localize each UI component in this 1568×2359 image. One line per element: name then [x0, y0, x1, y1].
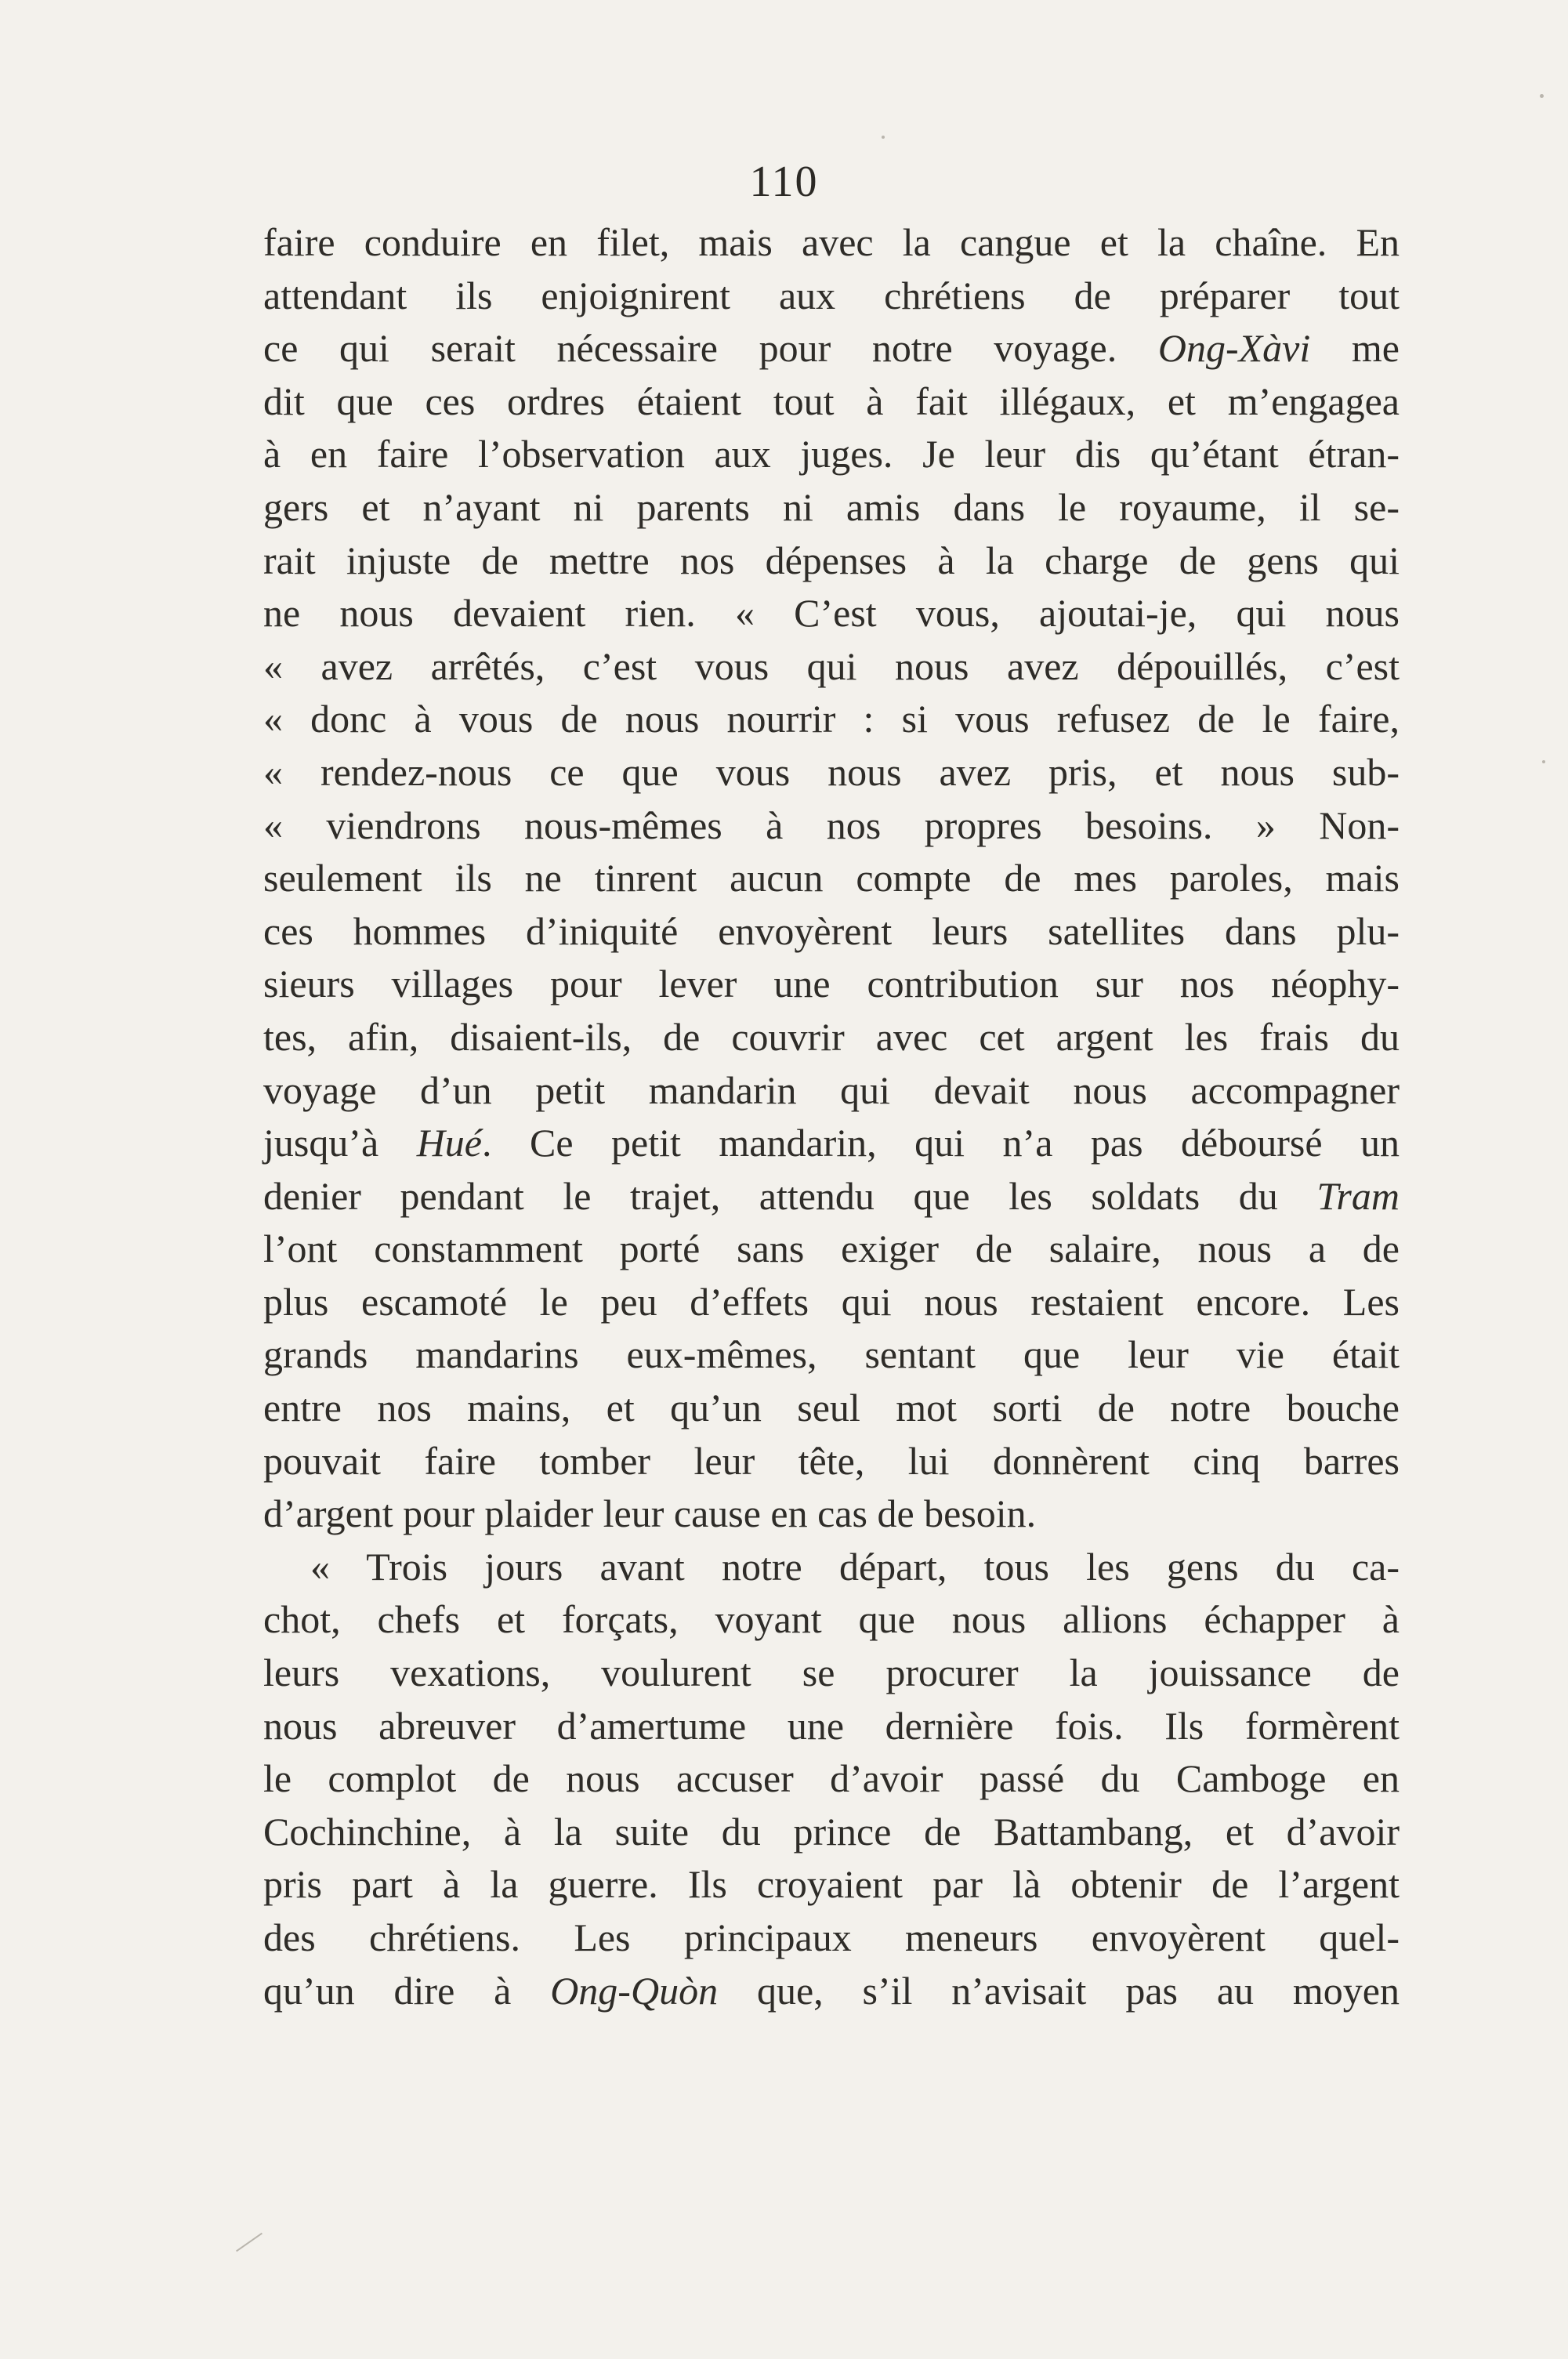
text-line [263, 1064, 1400, 1118]
text-line [263, 1858, 1400, 1911]
text-line [263, 746, 1400, 799]
text-line [263, 1117, 1400, 1170]
text-run: voyage d’un petit mandarin qui devait nous accompagner [263, 1067, 1400, 1112]
text-line [263, 587, 1400, 640]
text-run: seulement ils ne tinrent aucun compte de mes paroles, mais [263, 856, 1400, 900]
body-text [263, 216, 1400, 2017]
text-run: plus escamoté le peu d’effets qui nous restaient encore. Les [263, 1279, 1400, 1324]
page-number: 110 [749, 158, 819, 206]
paper-speck [1542, 760, 1545, 763]
text-line [263, 693, 1400, 746]
text-line [263, 1647, 1400, 1700]
text-line [263, 481, 1400, 534]
text-line [263, 375, 1400, 429]
text-run: « avez arrêtés, c’est vous qui nous avez dépouillés, c’est [263, 643, 1400, 688]
text-run: rait injuste de mettre nos dépenses à la charge de gens qui [263, 538, 1400, 582]
text-line [263, 1911, 1400, 1965]
text-run: ces hommes d’iniquité envoyèrent leurs satellites dans plu- [263, 908, 1400, 953]
text-run: « rendez-nous ce que vous nous avez pris, et nous sub- [263, 749, 1400, 794]
text-line [263, 1965, 1400, 2018]
text-run: leurs vexations, voulurent se procurer la jouissance de [263, 1651, 1400, 1695]
text-run: nous abreuver d’amertume une dernière fois. Ils formèrent [263, 1703, 1400, 1748]
text-line [263, 1488, 1400, 1541]
text-run: . Ce petit mandarin, qui n’a pas déboursé un [482, 1121, 1400, 1165]
text-line [263, 1593, 1400, 1647]
text-run: « Trois jours avant notre départ, tous les gens du ca- [310, 1544, 1400, 1589]
text-line [263, 1700, 1400, 1753]
text-line [263, 428, 1400, 481]
text-line [263, 958, 1400, 1011]
text-run: me [1310, 326, 1400, 371]
text-line [263, 534, 1400, 588]
text-run: pris part à la guerre. Ils croyaient par là obtenir de l’argent [263, 1862, 1400, 1907]
text-line [263, 640, 1400, 694]
text-line [263, 905, 1400, 958]
text-line [263, 799, 1400, 853]
text-run: tes, afin, disaient-ils, de couvrir avec cet argent les frais du [263, 1014, 1400, 1059]
text-run: ce qui serait nécessaire pour notre voyage. [263, 326, 1158, 371]
paper-speck [236, 2233, 263, 2252]
text-run: pouvait faire tomber leur tête, lui donnèrent cinq barres [263, 1438, 1400, 1483]
text-line [263, 1011, 1400, 1064]
text-run: qu’un dire à [263, 1968, 551, 2013]
text-run: « donc à vous de nous nourrir : si vous refusez de le faire, [263, 697, 1400, 741]
text-run: sieurs villages pour lever une contribution sur nos néophy- [263, 962, 1400, 1006]
text-run: gers et n’ayant ni parents ni amis dans le royaume, il se- [263, 484, 1400, 529]
text-run: entre nos mains, et qu’un seul mot sorti de notre bouche [263, 1386, 1400, 1430]
text-run: faire conduire en filet, mais avec la cangue et la chaîne. En [263, 220, 1400, 264]
text-line [263, 270, 1400, 323]
text-run: que, s’il n’avisait pas au moyen [718, 1968, 1400, 2013]
text-run: Cochinchine, à la suite du prince de Battambang, et d’avoir [263, 1809, 1400, 1854]
text-line [263, 1223, 1400, 1276]
text-line [263, 1752, 1400, 1806]
text-run: jusqu’à [263, 1121, 417, 1165]
text-run: l’ont constamment porté sans exiger de salaire, nous a de [263, 1227, 1400, 1271]
paper-speck [882, 136, 885, 139]
text-run: denier pendant le trajet, attendu que les soldats du [263, 1173, 1317, 1218]
text-run: d’argent pour plaider leur cause en cas de besoin. [263, 1491, 1037, 1536]
text-run: le complot de nous accuser d’avoir passé du Camboge en [263, 1756, 1400, 1801]
text-run: Hué [416, 1121, 482, 1165]
text-run: grands mandarins eux-mêmes, sentant que leur vie était [263, 1332, 1400, 1377]
text-line [263, 322, 1400, 375]
text-line [263, 1276, 1400, 1329]
text-run: dit que ces ordres étaient tout à fait illégaux, et m’engagea [263, 379, 1400, 423]
text-run: « viendrons nous-mêmes à nos propres besoins. » Non- [263, 803, 1400, 847]
text-line [263, 216, 1400, 270]
text-run: des chrétiens. Les principaux meneurs envoyèrent quel- [263, 1915, 1400, 1959]
text-run: ne nous devaient rien. « C’est vous, ajoutai-je, qui nous [263, 591, 1400, 636]
text-run: Ong-Xàvi [1157, 326, 1311, 371]
text-line [263, 1541, 1400, 1594]
text-run: à en faire l’observation aux juges. Je leur dis qu’étant étran- [263, 432, 1400, 477]
text-run: Ong-Quòn [550, 1968, 719, 2013]
text-line [263, 1328, 1400, 1382]
paper-speck [1540, 94, 1544, 98]
text-line [263, 1170, 1400, 1223]
text-run: chot, chefs et forçats, voyant que nous allions échapper à [263, 1597, 1400, 1642]
text-run: attendant ils enjoignirent aux chrétiens de préparer tout [263, 273, 1400, 317]
text-line [263, 1806, 1400, 1859]
text-line [263, 1435, 1400, 1488]
text-run: Tram [1316, 1173, 1400, 1218]
text-line [263, 1382, 1400, 1435]
text-line [263, 852, 1400, 905]
